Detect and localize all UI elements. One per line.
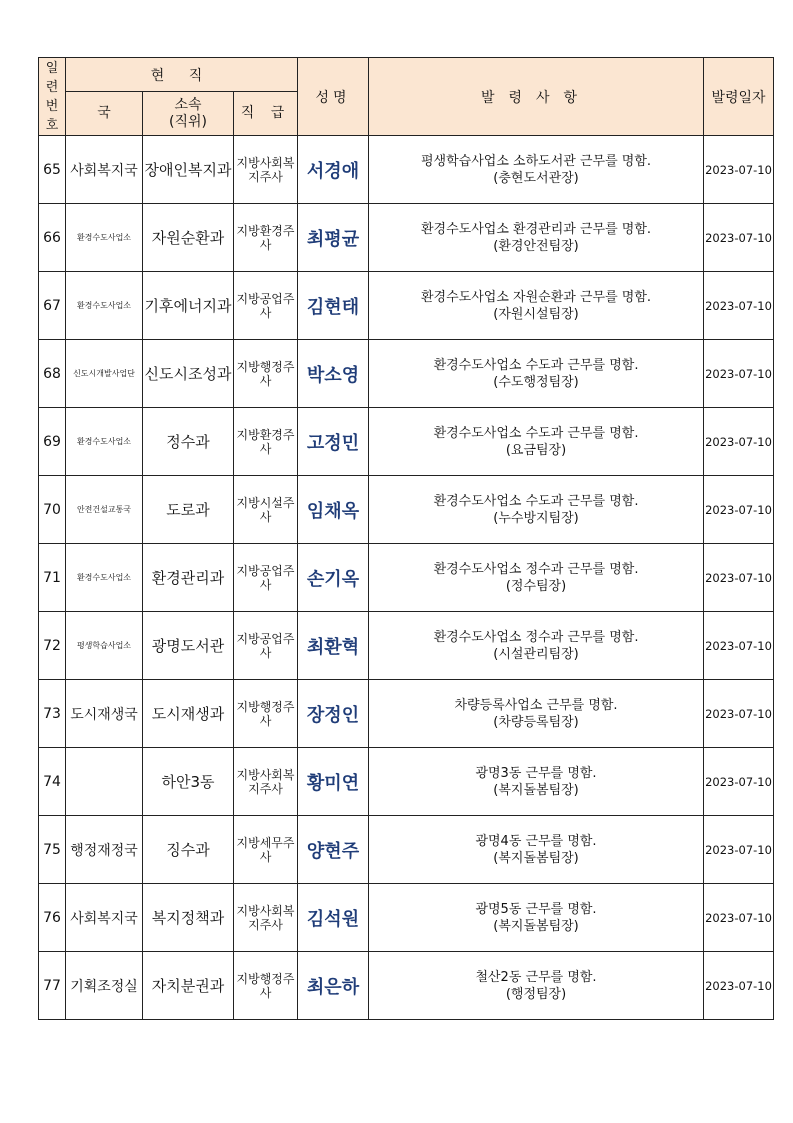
row-date: 2023-07-10 (704, 544, 774, 612)
header-bureau: 국 (66, 92, 143, 136)
row-grade-line: 사 (259, 985, 272, 1000)
header-current-post: 현 직 (66, 58, 298, 92)
row-date: 2023-07-10 (704, 340, 774, 408)
row-grade (234, 544, 298, 612)
row-bureau: 사회복지국 (66, 136, 143, 204)
row-department: 복지정책과 (143, 884, 234, 952)
row-department: 도시재생과 (143, 680, 234, 748)
row-bureau: 도시재생국 (66, 680, 143, 748)
row-grade (234, 816, 298, 884)
row-date: 2023-07-10 (704, 612, 774, 680)
row-grade-line: 사 (259, 441, 272, 456)
row-issue-line: 환경수도사업소 환경관리과 근무를 명함. (421, 221, 652, 237)
row-department: 하안3동 (143, 748, 234, 816)
row-bureau: 환경수도사업소 (66, 544, 143, 612)
row-bureau: 안전건설교통국 (66, 476, 143, 544)
row-issue (369, 952, 704, 1020)
row-grade-line: 지방행정주 (236, 971, 295, 986)
row-issue-line: (정수팀장) (505, 578, 567, 594)
table-row (39, 476, 774, 544)
row-issue (369, 340, 704, 408)
row-date: 2023-07-10 (704, 748, 774, 816)
row-department: 신도시조성과 (143, 340, 234, 408)
row-bureau: 환경수도사업소 (66, 272, 143, 340)
row-grade-line: 지방공업주 (236, 563, 295, 578)
row-name: 임채옥 (298, 476, 369, 544)
row-grade-line: 지방시설주 (236, 495, 295, 510)
row-grade-line: 지방공업주 (236, 291, 295, 306)
row-bureau: 신도시개발사업단 (66, 340, 143, 408)
row-date: 2023-07-10 (704, 136, 774, 204)
row-name: 박소영 (298, 340, 369, 408)
row-issue (369, 476, 704, 544)
row-bureau: 환경수도사업소 (66, 204, 143, 272)
row-grade (234, 408, 298, 476)
row-grade (234, 748, 298, 816)
row-issue-line: 환경수도사업소 정수과 근무를 명함. (433, 629, 639, 645)
row-grade-line: 사 (259, 509, 272, 524)
table-row (39, 748, 774, 816)
row-issue (369, 408, 704, 476)
row-issue-line: (환경안전팀장) (493, 238, 579, 254)
table-row (39, 816, 774, 884)
row-issue (369, 544, 704, 612)
row-issue-line: (충현도서관장) (493, 170, 579, 186)
row-grade (234, 204, 298, 272)
row-grade (234, 884, 298, 952)
header-dept-line: 소속 (174, 96, 202, 113)
row-issue-line: 환경수도사업소 자원순환과 근무를 명함. (421, 289, 652, 305)
header-seq-char: 호 (45, 117, 59, 133)
row-name: 최은하 (298, 952, 369, 1020)
table-row (39, 544, 774, 612)
row-grade (234, 680, 298, 748)
row-number: 75 (39, 816, 66, 884)
row-number: 71 (39, 544, 66, 612)
row-issue (369, 136, 704, 204)
row-number: 73 (39, 680, 66, 748)
row-date: 2023-07-10 (704, 408, 774, 476)
row-issue-line: (차량등록팀장) (493, 714, 579, 730)
row-number: 77 (39, 952, 66, 1020)
row-bureau (66, 748, 143, 816)
row-number: 69 (39, 408, 66, 476)
header-dept-line: (직위) (169, 113, 207, 130)
row-bureau: 기획조정실 (66, 952, 143, 1020)
row-bureau: 평생학습사업소 (66, 612, 143, 680)
row-date: 2023-07-10 (704, 204, 774, 272)
row-name: 양현주 (298, 816, 369, 884)
row-grade (234, 136, 298, 204)
header-seq-char: 련 (45, 79, 59, 95)
row-name: 장정인 (298, 680, 369, 748)
row-grade-line: 지방행정주 (236, 699, 295, 714)
row-date: 2023-07-10 (704, 884, 774, 952)
row-number: 66 (39, 204, 66, 272)
row-department: 자치분권과 (143, 952, 234, 1020)
personnel-table (38, 57, 774, 1020)
row-issue-line: (행정팀장) (505, 986, 567, 1002)
row-number: 67 (39, 272, 66, 340)
row-issue-line: 철산2동 근무를 명함. (475, 969, 597, 985)
row-issue (369, 204, 704, 272)
row-grade (234, 612, 298, 680)
row-grade-line: 지방행정주 (236, 359, 295, 374)
row-name: 황미연 (298, 748, 369, 816)
row-name: 최평균 (298, 204, 369, 272)
row-name: 서경애 (298, 136, 369, 204)
row-date: 2023-07-10 (704, 816, 774, 884)
header-issue: 발령사항 (369, 58, 704, 136)
row-department: 징수과 (143, 816, 234, 884)
row-issue-line: 광명5동 근무를 명함. (475, 901, 597, 917)
row-department: 자원순환과 (143, 204, 234, 272)
row-issue (369, 816, 704, 884)
row-number: 65 (39, 136, 66, 204)
row-issue (369, 884, 704, 952)
row-grade-line: 사 (259, 713, 272, 728)
table-row (39, 340, 774, 408)
header-name: 성명 (298, 58, 369, 136)
table-row (39, 136, 774, 204)
row-department: 환경관리과 (143, 544, 234, 612)
row-department: 광명도서관 (143, 612, 234, 680)
row-date: 2023-07-10 (704, 680, 774, 748)
row-issue-line: 차량등록사업소 근무를 명함. (454, 697, 618, 713)
row-issue-line: (시설관리팀장) (493, 646, 579, 662)
table-row (39, 680, 774, 748)
row-issue-line: (복지돌봄팀장) (493, 850, 579, 866)
row-date: 2023-07-10 (704, 476, 774, 544)
row-name: 고정민 (298, 408, 369, 476)
table-header (39, 58, 774, 136)
row-grade-line: 지방공업주 (236, 631, 295, 646)
row-grade-line: 사 (259, 645, 272, 660)
row-number: 70 (39, 476, 66, 544)
row-issue-line: 환경수도사업소 수도과 근무를 명함. (433, 357, 639, 373)
row-issue-line: (복지돌봄팀장) (493, 918, 579, 934)
header-seq (39, 58, 66, 136)
row-grade-line: 지주사 (248, 169, 283, 184)
row-issue-line: (자원시설팀장) (493, 306, 579, 322)
row-grade-line: 지방사회복 (236, 155, 295, 170)
row-issue-line: 환경수도사업소 수도과 근무를 명함. (433, 425, 639, 441)
row-issue-line: 광명3동 근무를 명함. (475, 765, 597, 781)
table-row (39, 612, 774, 680)
row-number: 68 (39, 340, 66, 408)
row-grade-line: 지주사 (248, 781, 283, 796)
table-row (39, 952, 774, 1020)
row-grade-line: 사 (259, 305, 272, 320)
row-issue-line: 평생학습사업소 소하도서관 근무를 명함. (421, 153, 652, 169)
row-number: 74 (39, 748, 66, 816)
row-department: 장애인복지과 (143, 136, 234, 204)
row-name: 김석원 (298, 884, 369, 952)
row-issue-line: 환경수도사업소 수도과 근무를 명함. (433, 493, 639, 509)
row-issue (369, 612, 704, 680)
row-date: 2023-07-10 (704, 272, 774, 340)
row-grade-line: 사 (259, 373, 272, 388)
row-department: 정수과 (143, 408, 234, 476)
row-issue-line: (누수방지팀장) (493, 510, 579, 526)
header-seq-char: 일 (45, 60, 59, 76)
row-issue-line: (수도행정팀장) (493, 374, 579, 390)
row-bureau: 환경수도사업소 (66, 408, 143, 476)
header-seq-char: 번 (45, 98, 59, 114)
header-date: 발령일자 (704, 58, 774, 136)
row-name: 손기옥 (298, 544, 369, 612)
row-issue (369, 680, 704, 748)
row-grade-line: 지방환경주 (236, 223, 295, 238)
row-issue-line: 광명4동 근무를 명함. (475, 833, 597, 849)
row-grade (234, 340, 298, 408)
row-name: 김현태 (298, 272, 369, 340)
row-issue (369, 748, 704, 816)
row-grade-line: 지방사회복 (236, 767, 295, 782)
row-grade-line: 지주사 (248, 917, 283, 932)
row-name: 최환혁 (298, 612, 369, 680)
table-row (39, 884, 774, 952)
row-grade-line: 사 (259, 849, 272, 864)
header-grade: 직 급 (234, 92, 298, 136)
row-grade-line: 사 (259, 237, 272, 252)
row-issue-line: (요금팀장) (505, 442, 567, 458)
row-grade (234, 272, 298, 340)
row-grade (234, 476, 298, 544)
row-grade (234, 952, 298, 1020)
row-bureau: 행정재정국 (66, 816, 143, 884)
row-number: 72 (39, 612, 66, 680)
row-number: 76 (39, 884, 66, 952)
row-issue-line: 환경수도사업소 정수과 근무를 명함. (433, 561, 639, 577)
row-bureau: 사회복지국 (66, 884, 143, 952)
row-grade-line: 지방환경주 (236, 427, 295, 442)
row-department: 도로과 (143, 476, 234, 544)
row-issue (369, 272, 704, 340)
row-date: 2023-07-10 (704, 952, 774, 1020)
row-grade-line: 지방사회복 (236, 903, 295, 918)
row-department: 기후에너지과 (143, 272, 234, 340)
header-dept (143, 92, 234, 136)
row-issue-line: (복지돌봄팀장) (493, 782, 579, 798)
table-row (39, 408, 774, 476)
table-row (39, 204, 774, 272)
table-row (39, 272, 774, 340)
row-grade-line: 지방세무주 (236, 835, 295, 850)
table-body (39, 136, 774, 1020)
row-grade-line: 사 (259, 577, 272, 592)
